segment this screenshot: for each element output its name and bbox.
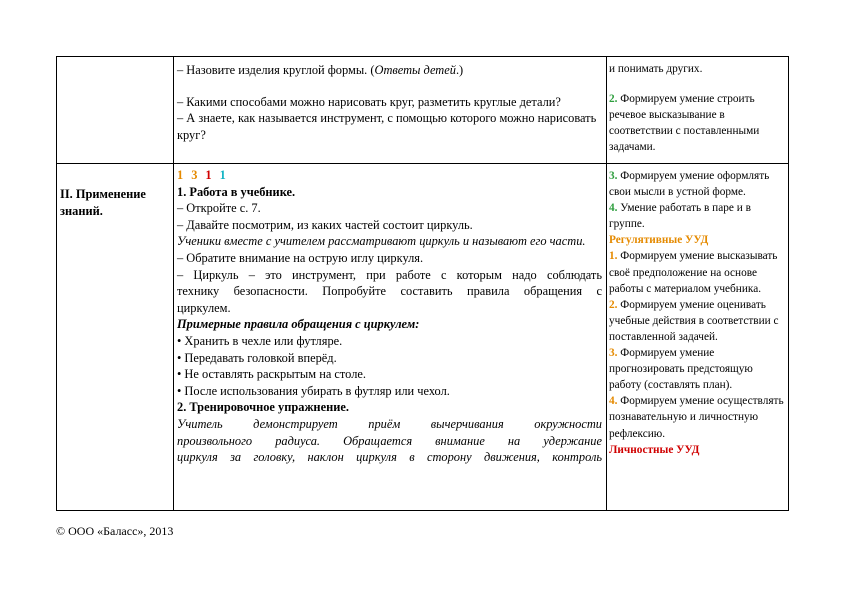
result-line: и понимать других. <box>609 63 703 75</box>
text-line: – Обратите внимание на острую иглу циркуля. <box>177 250 424 265</box>
section-title: 2. Тренировочное упражнение. <box>177 400 349 415</box>
text-line: технику безопасности. Попробуйте составить правила обращения с <box>177 284 602 299</box>
lesson-table <box>56 56 789 511</box>
row1-content-cell <box>177 62 602 143</box>
question-line: – Назовите изделия круглой формы. (Ответы детей.) <box>177 63 464 77</box>
column-divider <box>606 56 607 511</box>
result-item: 1. Формируем умение высказывать своё предположение на основе работы с материалом учебника. <box>609 250 778 295</box>
personal-heading: Личностные УУД <box>609 443 700 456</box>
row2-results-cell <box>609 168 787 458</box>
table-border-left <box>56 56 57 511</box>
rules-title: Примерные правила обращения с циркулем: <box>177 317 420 332</box>
rule-item: • Хранить в чехле или футляре. <box>177 333 343 348</box>
result-item: 4. Формируем умение осуществлять познавательную и личностную рефлексию. <box>609 395 784 440</box>
num-marker: 3 <box>191 168 198 182</box>
rule-item: • Передавать головкой вперёд. <box>177 350 337 365</box>
result-item: 3. Формируем умение оформлять свои мысли в устной форме. <box>609 170 770 199</box>
text-line: – Откройте с. 7. <box>177 201 261 216</box>
result-item: 3. Формируем умение прогнозировать предстоящую работу (составлять план). <box>609 347 753 392</box>
text-line: Учитель демонстрирует приём вычерчивания окружности <box>177 416 602 431</box>
row-divider <box>56 163 789 164</box>
column-divider <box>173 56 174 511</box>
question-line: – Какими способами можно нарисовать круг, разметить круглые детали? <box>177 94 561 109</box>
num-marker: 1 <box>219 168 226 182</box>
text-line: циркуля за головку, наклон циркуля в сторону движения, контроль <box>177 450 602 465</box>
table-border-bottom <box>56 510 789 511</box>
text-line: произвольного радиуса. Обращается внимание на удержание <box>177 433 602 448</box>
num-marker: 1 <box>177 168 184 182</box>
table-border-right <box>788 56 789 511</box>
rule-item: • После использования убирать в футляр или чехол. <box>177 383 450 398</box>
result-item: 2. Формируем умение строить речевое высказывание в соответствии с поставленными задачами. <box>609 93 760 154</box>
copyright-footer: © ООО «Баласс», 2013 <box>56 524 174 538</box>
num-marker: 1 <box>205 168 212 182</box>
table-border-top <box>56 56 789 57</box>
text-line: – Давайте посмотрим, из каких частей состоит циркуль. <box>177 217 473 232</box>
number-markers <box>177 167 602 184</box>
question-line: – А знаете, как называется инструмент, с помощью которого можно нарисовать круг? <box>177 111 597 142</box>
text-line: – Циркуль – это инструмент, при работе с которым надо соблюдать <box>177 267 602 282</box>
regulatory-heading: Регулятивные УУД <box>609 234 709 247</box>
stage-title: II. Применение знаний. <box>60 187 146 218</box>
result-item: 2. Формируем умение оценивать учебные действия в соответствии с поставленной задачей. <box>609 298 779 343</box>
row2-content-cell <box>177 167 602 466</box>
rule-item: • Не оставлять раскрытым на столе. <box>177 367 366 382</box>
row1-results-cell <box>609 61 787 155</box>
section-title: 1. Работа в учебнике. <box>177 184 296 199</box>
result-item: 4. Умение работать в паре и в группе. <box>609 202 751 231</box>
text-line: циркулем. <box>177 300 231 315</box>
text-line: Ученики вместе с учителем рассматривают циркуль и называют его части. <box>177 234 586 249</box>
